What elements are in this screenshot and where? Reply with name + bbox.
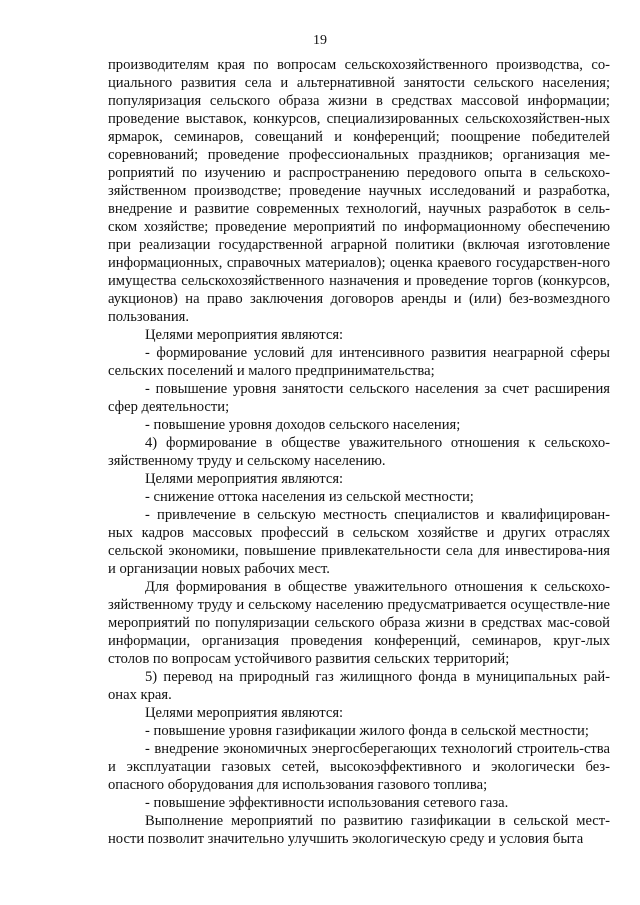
paragraph-14: - внедрение экономичных энергосберегающих технологий строитель-ства и эксплуатации газовых сетей, высокоэффективного и экологически без-опасного оборудования для использования газового топлива; — [108, 741, 610, 793]
paragraph-9: - привлечение в сельскую местность специалистов и квалифицирован-ных кадров массовых профессий в сельском хозяйстве и других отраслях сельской экономики, повышение привлекательности села для инвестирова-ния и организации новых рабочих мест. — [108, 507, 610, 577]
page-number: 19 — [313, 33, 327, 48]
paragraph-6: 4) формирование в обществе уважительного отношения к сельскохо-зяйственному труду и сельскому населению. — [108, 435, 610, 469]
paragraph-8: - снижение оттока населения из сельской местности; — [145, 489, 474, 505]
paragraph-15: - повышение эффективности использования сетевого газа. — [145, 795, 509, 811]
document-body — [108, 56, 610, 848]
paragraph-10: Для формирования в обществе уважительного отношения к сельскохо-зяйственному труду и сельскому населению предусматривается осуществле-ние мероприятий по популяризации сельского образа жизни в средствах мас-совой информации, организация проведения конференций, семинаров, круг-лых столов по вопросам устойчивого развития сельских территорий; — [108, 579, 610, 667]
paragraph-7: Целями мероприятия являются: — [145, 471, 344, 487]
paragraph-12: Целями мероприятия являются: — [145, 705, 344, 721]
paragraph-13: - повышение уровня газификации жилого фонда в сельской местности; — [145, 723, 589, 739]
paragraph-5: - повышение уровня доходов сельского населения; — [145, 417, 461, 433]
paragraph-1: производителям края по вопросам сельскохозяйственного производства, со-циального развития села и альтернативной занятости сельского населения; популяризация сельского образа жизни в средствах массовой информации; проведение выставок, конкурсов, специализированных сельскохозяйствен-ных ярмарок, семинаров, совещаний и конференций; поощрение победителей соревнований; проведение профессиональных праздников; организация ме-роприятий по изучению и распространению передового опыта в сельскохо-зяйственном производстве; проведение научных исследований и разработка, внедрение и развитие современных технологий, научных разработок в сель-ском хозяйстве; проведение мероприятий по информационному обеспечению при реализации государственной аграрной политики (включая изготовление информационных, справочных материалов); оценка краевого государствен-ного имущества сельскохозяйственного назначения и проведение торгов (конкурсов, аукционов) на право заключения договоров аренды и (или) без-возмездного пользования. — [108, 57, 610, 325]
paragraph-3: - формирование условий для интенсивного развития неаграрной сферы сельских поселений и малого предпринимательства; — [108, 345, 610, 379]
paragraph-2: Целями мероприятия являются: — [145, 327, 344, 343]
paragraph-16: Выполнение мероприятий по развитию газификации в сельской мест-ности позволит значительно улучшить экологическую среду и условия быта — [108, 813, 610, 847]
paragraph-4: - повышение уровня занятости сельского населения за счет расширения сфер деятельности; — [108, 381, 610, 415]
paragraph-11: 5) перевод на природный газ жилищного фонда в муниципальных рай-онах края. — [108, 669, 610, 703]
